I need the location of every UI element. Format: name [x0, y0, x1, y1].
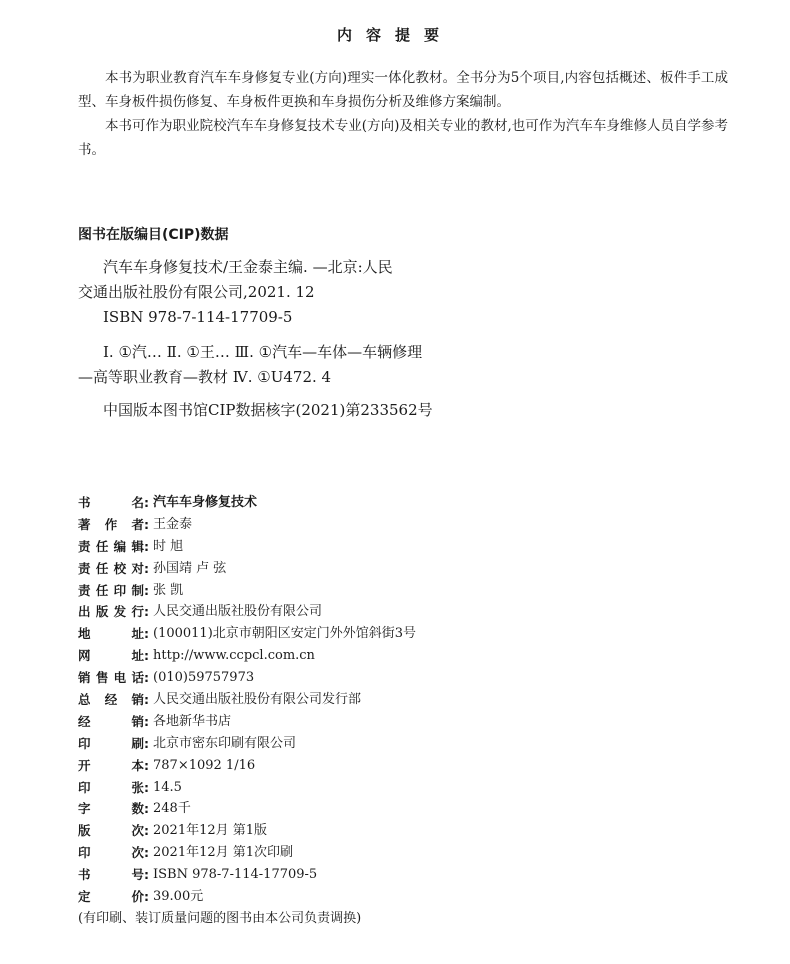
colophon-row: [78, 798, 718, 820]
colophon-value: 北京市密东印刷有限公司: [153, 735, 297, 751]
colophon-row: [78, 514, 718, 536]
colophon-value: (010)59757973: [153, 670, 255, 686]
colophon-value: 人民交通出版社股份有限公司发行部: [153, 692, 362, 708]
colophon-value: 时 旭: [153, 538, 184, 554]
colophon-colon: :: [144, 495, 149, 510]
colophon-value: 39.00元: [153, 889, 204, 905]
colophon-value: 2021年12月 第1版: [153, 823, 268, 839]
colophon-row: [78, 864, 718, 886]
colophon-value: 张 凯: [153, 582, 184, 598]
colophon-label: 定价: [78, 889, 144, 905]
colophon-colon: :: [144, 845, 149, 861]
summary-paragraph: 本书为职业教育汽车车身修复专业(方向)理实一体化教材。全书分为5个项目,内容包括概述、板件手工成型、车身板件损伤修复、车身板件更换和车身损伤分析及维修方案编制。: [78, 70, 728, 110]
colophon-label: 网址: [78, 648, 144, 664]
colophon-value: 王金泰: [153, 516, 193, 532]
cip-classification: Ⅰ. ①汽… Ⅱ. ①王… Ⅲ. ①汽车—车体—车辆修理: [103, 343, 423, 361]
colophon-value: 各地新华书店: [153, 713, 232, 729]
colophon-label: 书名: [78, 495, 144, 510]
colophon-label: 责任印制: [78, 582, 144, 598]
cip-classification-cont: —高等职业教育—教材 Ⅳ. ①U472. 4: [78, 368, 332, 386]
colophon-value: (100011)北京市朝阳区安定门外外馆斜街3号: [153, 626, 417, 642]
colophon-colon: :: [144, 692, 149, 708]
colophon-value: http://www.ccpcl.com.cn: [153, 648, 315, 664]
colophon-colon: :: [144, 538, 149, 554]
colophon: [78, 492, 718, 930]
cip-isbn: ISBN 978-7-114-17709-5: [103, 308, 293, 326]
summary-body: [78, 66, 728, 162]
colophon-row: [78, 733, 718, 755]
colophon-label: 印张: [78, 779, 144, 795]
colophon-value: ISBN 978-7-114-17709-5: [153, 867, 318, 883]
cip-title-line: 汽车车身修复技术/王金泰主编. —北京:人民: [103, 258, 393, 276]
colophon-label: 书号: [78, 867, 144, 883]
colophon-colon: :: [144, 604, 149, 620]
colophon-value: 2021年12月 第1次印刷: [153, 845, 294, 861]
colophon-label: 责任校对: [78, 560, 144, 576]
colophon-label: 责任编辑: [78, 538, 144, 554]
colophon-row: [78, 820, 718, 842]
colophon-colon: :: [144, 779, 149, 795]
colophon-colon: :: [144, 735, 149, 751]
colophon-value: 人民交通出版社股份有限公司: [153, 604, 323, 620]
cip-publisher-line: 交通出版社股份有限公司,2021. 12: [78, 283, 315, 301]
colophon-row: [78, 755, 718, 777]
colophon-rows: [78, 492, 718, 908]
cip-library-record: 中国版本图书馆CIP数据核字(2021)第233562号: [103, 401, 433, 419]
colophon-row: [78, 580, 718, 602]
colophon-row: [78, 711, 718, 733]
colophon-colon: :: [144, 823, 149, 839]
colophon-row: [78, 886, 718, 908]
colophon-colon: :: [144, 648, 149, 664]
summary-title: 内容提要: [336, 26, 453, 44]
colophon-value: 787×1092 1/16: [153, 757, 256, 773]
colophon-colon: :: [144, 626, 149, 642]
colophon-colon: :: [144, 560, 149, 576]
colophon-row: [78, 667, 718, 689]
colophon-colon: :: [144, 516, 149, 532]
colophon-row: [78, 777, 718, 799]
colophon-value: 孙国靖 卢 弦: [153, 560, 227, 576]
cip-data: [78, 255, 558, 423]
colophon-row: [78, 842, 718, 864]
colophon-value: 248千: [153, 801, 191, 817]
colophon-label: 总经销: [78, 692, 144, 708]
colophon-row: [78, 492, 718, 514]
colophon-label: 版次: [78, 823, 144, 839]
colophon-colon: :: [144, 582, 149, 598]
colophon-label: 印刷: [78, 735, 144, 751]
colophon-label: 出版发行: [78, 604, 144, 620]
colophon-row: [78, 558, 718, 580]
colophon-row: [78, 645, 718, 667]
colophon-row: [78, 601, 718, 623]
colophon-row: [78, 689, 718, 711]
colophon-colon: :: [144, 801, 149, 817]
colophon-label: 销售电话: [78, 670, 144, 686]
colophon-label: 地址: [78, 626, 144, 642]
colophon-colon: :: [144, 713, 149, 729]
colophon-colon: :: [144, 757, 149, 773]
colophon-colon: :: [144, 867, 149, 883]
colophon-note: (有印刷、装订质量问题的图书由本公司负责调换): [78, 910, 362, 926]
summary-paragraph: 本书可作为职业院校汽车车身修复技术专业(方向)及相关专业的教材,也可作为汽车车身维修人员自学参考书。: [78, 118, 728, 158]
colophon-row: [78, 623, 718, 645]
colophon-colon: :: [144, 889, 149, 905]
colophon-row: [78, 536, 718, 558]
colophon-label: 印次: [78, 845, 144, 861]
colophon-label: 字数: [78, 801, 144, 817]
colophon-value: 汽车车身修复技术: [153, 495, 258, 510]
colophon-label: 开本: [78, 757, 144, 773]
colophon-label: 著作者: [78, 516, 144, 532]
cip-heading: 图书在版编目(CIP)数据: [78, 227, 229, 243]
colophon-value: 14.5: [153, 779, 182, 795]
colophon-colon: :: [144, 670, 149, 686]
colophon-label: 经销: [78, 713, 144, 729]
